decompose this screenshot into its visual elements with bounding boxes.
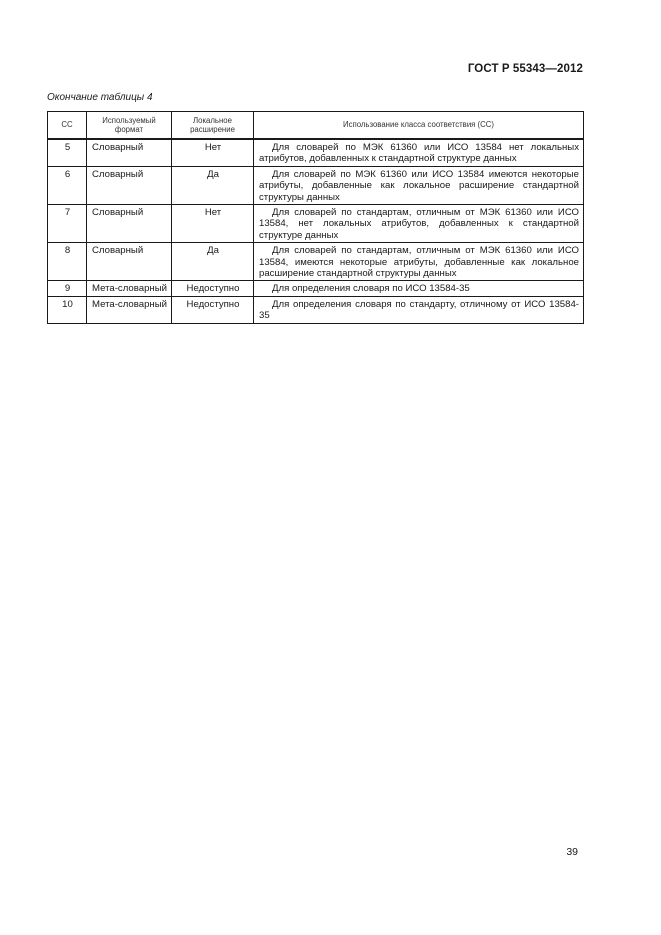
cell-extension: Да	[172, 166, 254, 204]
cell-cc: 8	[48, 243, 87, 281]
column-header-cc: CC	[48, 112, 87, 140]
cell-extension: Да	[172, 243, 254, 281]
cell-cc: 6	[48, 166, 87, 204]
table-row	[48, 243, 584, 281]
column-header-extension: Локальное расширение	[172, 112, 254, 140]
cell-format: Мета-словарный	[87, 281, 172, 296]
table-row	[48, 296, 584, 323]
cell-cc: 10	[48, 296, 87, 323]
conformance-class-table	[47, 111, 584, 324]
table-row	[48, 205, 584, 243]
column-header-usage: Использование класса соответствия (CC)	[254, 112, 584, 140]
cell-usage: Для словарей по МЭК 61360 или ИСО 13584 нет локальных атрибутов, добавленных к стандартной структуре данных	[254, 139, 584, 166]
cell-cc: 9	[48, 281, 87, 296]
page-number: 39	[566, 846, 578, 858]
cell-format: Словарный	[87, 166, 172, 204]
cell-format: Словарный	[87, 139, 172, 166]
table-row	[48, 139, 584, 166]
cell-extension: Нет	[172, 205, 254, 243]
cell-extension: Недоступно	[172, 296, 254, 323]
cell-usage: Для словарей по МЭК 61360 или ИСО 13584 имеются некоторые атрибуты, добавленные как локальное расширение стандартной структуры данных	[254, 166, 584, 204]
cell-usage: Для словарей по стандартам, отличным от МЭК 61360 или ИСО 13584, имеются некоторые атрибуты, добавленные как локальное расширение стандартной структуры данных	[254, 243, 584, 281]
table-row	[48, 166, 584, 204]
cell-format: Словарный	[87, 205, 172, 243]
cell-usage: Для определения словаря по ИСО 13584-35	[254, 281, 584, 296]
table-row	[48, 281, 584, 296]
cell-usage: Для определения словаря по стандарту, отличному от ИСО 13584-35	[254, 296, 584, 323]
column-header-format: Используемый формат	[87, 112, 172, 140]
table-header-row	[48, 112, 584, 140]
cell-extension: Недоступно	[172, 281, 254, 296]
document-id: ГОСТ Р 55343—2012	[467, 63, 583, 75]
cell-format: Словарный	[87, 243, 172, 281]
cell-cc: 5	[48, 139, 87, 166]
cell-usage: Для словарей по стандартам, отличным от МЭК 61360 или ИСО 13584, нет локальных атрибутов, добавленных к стандартной структуре данных	[254, 205, 584, 243]
cell-format: Мета-словарный	[87, 296, 172, 323]
cell-extension: Нет	[172, 139, 254, 166]
cell-cc: 7	[48, 205, 87, 243]
table-caption: Окончание таблицы 4	[47, 92, 153, 103]
